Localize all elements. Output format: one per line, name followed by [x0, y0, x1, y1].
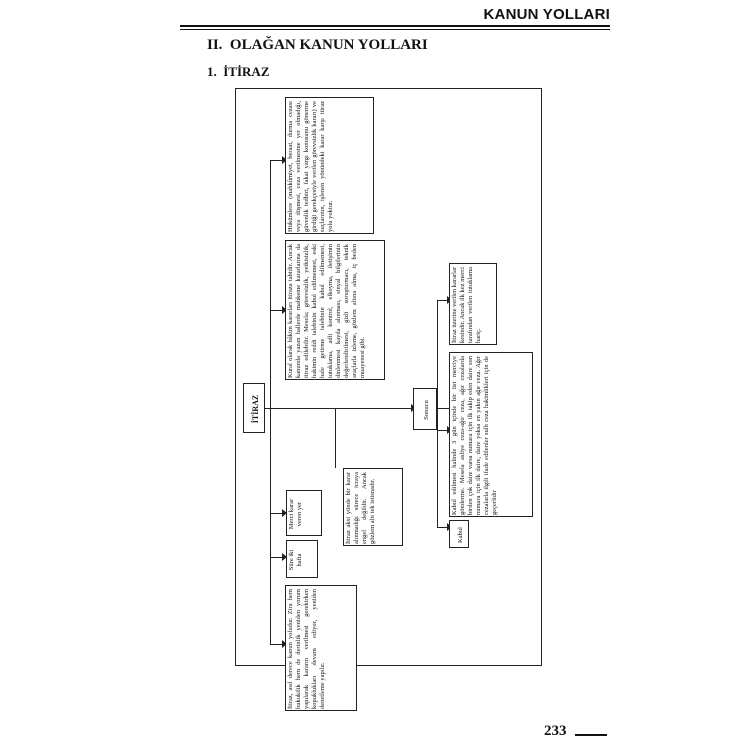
- box-kabul-detay: Kabul edilmesi halinde 3 gün içinde bir üst merciye gönderme. Mesela asliye ceza-ağır ceza, ağır cezalarda birden çok daire varsa numara için ilk takip eden daire son numara için ilk daire, daire yoksa en yakın ağır ceza. Ağır cezalarla ilgili ifade edilenler sulh ceza hakimlikleri için de geçerlidir: [449, 352, 533, 517]
- itiraz-root-box: [243, 383, 265, 433]
- box-aksi: İtiraz aksi yönde bir karar alınmadığı sürece icraya engel değildir. Ancak gözlem altı tek istisnadır.: [343, 468, 403, 546]
- box-hukmedilmemis: Hükümlere (mahkûmiyet, beraat, durma cezası veya düşmesi, ceza verilmesine yer olmadığı, güvenlik tedbiri, fakat yargı konusunu gönerme girdiği gerekçesiyle verilen görevsizlik kararı) ve suçlarının, işlenen yönündeki karar karşı itiraz yolu yoktur.: [285, 97, 374, 234]
- box-kural: Kural olarak hâkim kararları itiraza tabidir. Ancak kanunda yazan hallerde mahkeme kararlarına da itiraz edilebilir. Mesela; görevsizlik, yetkisizlik, hakimin reddi talebinin kabul edilmemesi, eski hale getirme talebinin kabul edilmemesi, tutuklama, adli kontrol, elkoyma, iletişimin dinlenmesi kayda alınması, sinyal bilgilerinin değerlendirilmesi, gizli soruşturmacı, teknik araçlarla izleme, gözlem altına alma, iç beden muayenesi gibi.: [285, 240, 385, 380]
- connector-to-aksi: [335, 408, 336, 468]
- connector-spine: [270, 160, 271, 645]
- page-number-rule: [575, 734, 607, 736]
- box-itiraz-uzerine: İtiraz üzerine verilen kararlar kesindir. Ancak ilk kez merci tarafından verilen tutuklama hariç.: [449, 263, 497, 345]
- page-number: 233: [544, 723, 567, 739]
- connector-main: [265, 408, 415, 409]
- subsection-title: 1. İTİRAZ: [207, 64, 270, 79]
- box-sonucu: Sonucu: [413, 388, 437, 430]
- connector-sonucu-stub: [437, 408, 449, 409]
- box-sure: Süre iki hafta: [286, 540, 318, 578]
- box-basvuru: İtiraz, asıl derece kanun yoludur. Zira hem hukukilik hem de derinlik yeniden yorum yapılarak kararın verilmesi gerekirken kopuklukları devam ediyor, yeniden denetleme yapılır.: [285, 585, 357, 711]
- box-merci: Merci karar veren yer: [286, 490, 322, 536]
- box-kabul: Kabul: [449, 520, 469, 548]
- running-header: KANUN YOLLARI: [483, 6, 610, 23]
- section-title: II. OLAĞAN KANUN YOLLARI: [207, 37, 428, 53]
- header-rule-thin: [180, 29, 610, 30]
- connector-sonucu-spine: [437, 300, 438, 528]
- itiraz-root-label: İTİRAZ: [251, 394, 260, 424]
- header-rule: [180, 25, 610, 27]
